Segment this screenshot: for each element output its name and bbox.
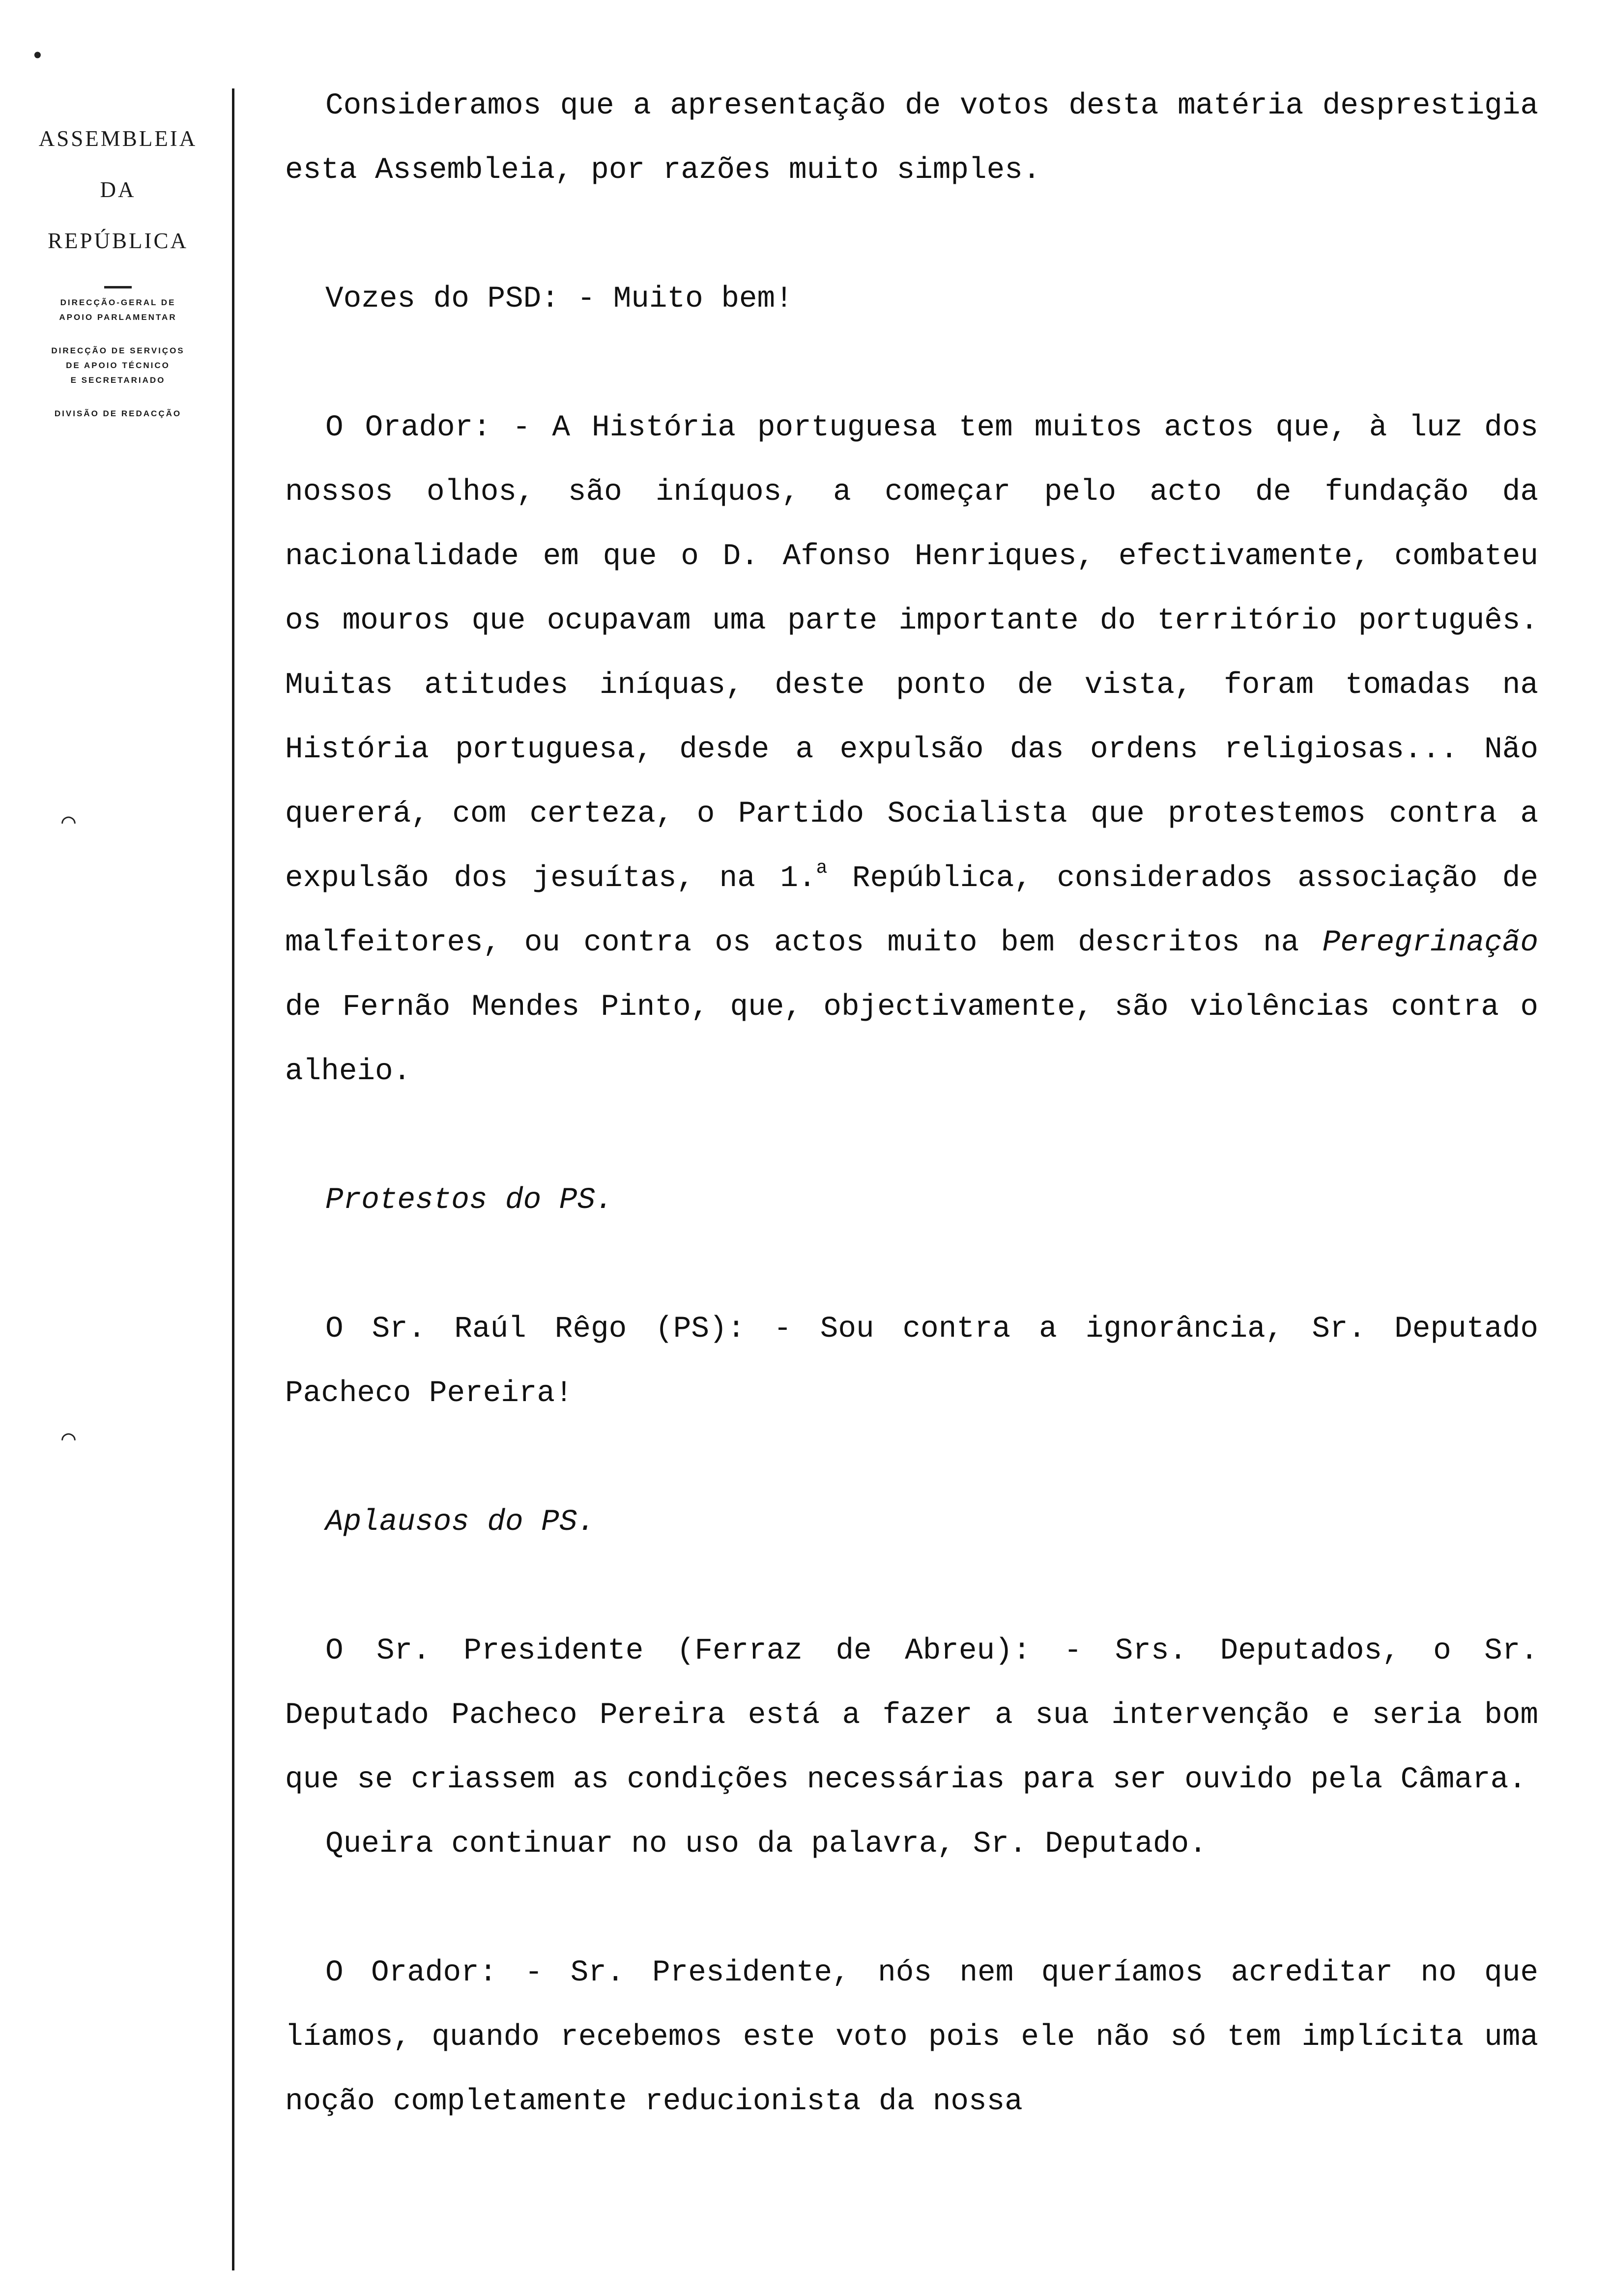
paragraph-speech: O Sr. Presidente (Ferraz de Abreu): - Srs. Deputados, o Sr. Deputado Pacheco Pereira está a fazer a sua intervenção e seria bom que se criassem as condições necessárias para ser ouvido pela Câmara.	[285, 1634, 1538, 1797]
letterhead-divider	[104, 286, 132, 288]
scan-dot: •	[30, 44, 45, 70]
paragraph-text: República, considerados associação de malfeitores, ou contra os actos muito bem descritos na	[285, 861, 1538, 960]
letterhead	[10, 113, 226, 421]
binding-mark: ⌒	[61, 809, 76, 836]
paragraph-text: O Orador: - A História portuguesa tem muitos actos que, à luz dos nossos olhos, são iníquos, a começar pelo acto de fundação da nacionalidade em que o D. Afonso Henriques, efectivamente, combateu os mouros que ocupavam uma parte importante do território português. Muitas atitudes iníquas, deste ponto de vista, foram tomadas na História portuguesa, desde a expulsão das ordens religiosas... Não quererá, com certeza, o Partido Socialista que protestemos contra a expulsão dos jesuítas, na 1.	[285, 411, 1538, 895]
letterhead-name-line2: DA	[100, 177, 136, 202]
paragraph-speech	[285, 396, 1538, 1104]
letterhead-dept2-line2: DE APOIO TÉCNICO	[66, 361, 170, 370]
letterhead-name-line3: REPÚBLICA	[47, 229, 189, 253]
margin-rule	[232, 88, 234, 2270]
letterhead-dept2-line3: E SECRETARIADO	[70, 375, 166, 385]
binding-mark: ⌒	[61, 1426, 76, 1453]
letterhead-name-line1: ASSEMBLEIA	[38, 126, 198, 151]
paragraph-speech: Queira continuar no uso da palavra, Sr. Deputado.	[325, 1827, 1207, 1861]
stage-direction: Protestos do PS.	[325, 1183, 613, 1217]
book-title: Peregrinação	[1322, 926, 1538, 960]
superscript-ordinal: a	[816, 857, 828, 879]
paragraph-text: de Fernão Mendes Pinto, que, objectivamente, são violências contra o alheio.	[285, 990, 1538, 1089]
paragraph-speech: O Sr. Raúl Rêgo (PS): - Sou contra a ignorância, Sr. Deputado Pacheco Pereira!	[285, 1312, 1538, 1410]
letterhead-dept3: DIVISÃO DE REDACÇÃO	[54, 409, 182, 418]
stage-direction: Aplausos do PS.	[325, 1505, 596, 1539]
paragraph: Consideramos que a apresentação de votos desta matéria desprestigia esta Assembleia, por razões muito simples.	[285, 89, 1538, 187]
paragraph-interjection: Vozes do PSD: - Muito bem!	[325, 282, 793, 316]
letterhead-dept2-line1: DIRECÇÃO DE SERVIÇOS	[51, 346, 185, 355]
document-body	[285, 74, 1538, 2134]
paragraph-speech: O Orador: - Sr. Presidente, nós nem queríamos acreditar no que líamos, quando recebemos este voto pois ele não só tem implícita uma noção completamente reducionista da nossa	[285, 1956, 1538, 2119]
letterhead-dept1-line2: APOIO PARLAMENTAR	[59, 313, 177, 322]
letterhead-dept1-line1: DIRECÇÃO-GERAL DE	[60, 298, 176, 307]
